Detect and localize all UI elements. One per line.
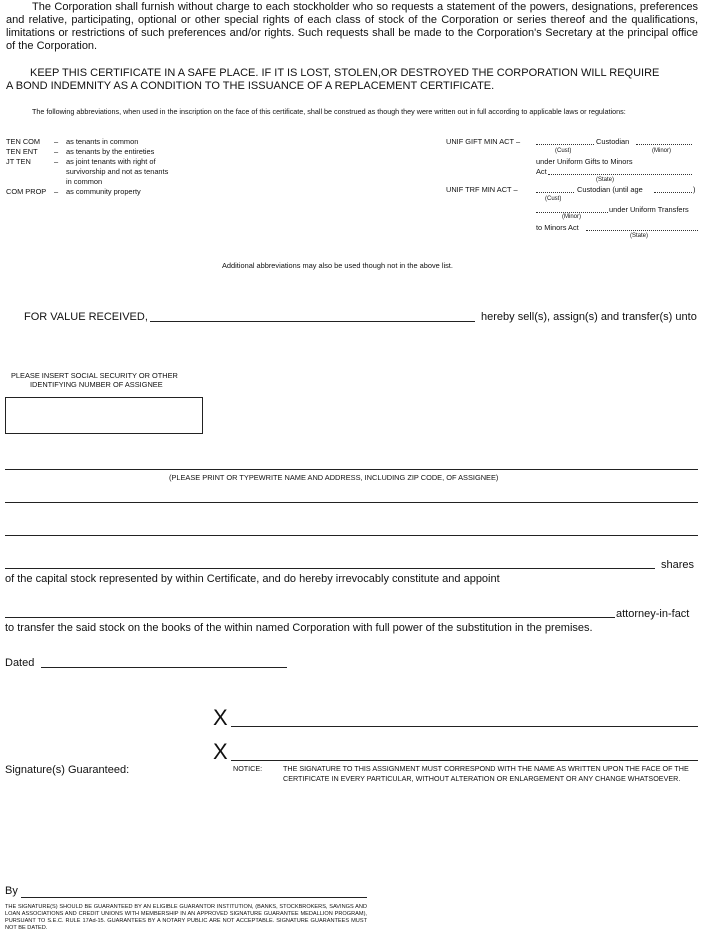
abbreviations-left-list xyxy=(6,137,236,207)
shares-count-line[interactable] xyxy=(5,568,655,569)
attorney-name-line[interactable] xyxy=(5,617,615,618)
gift-minor-caption: (Minor) xyxy=(652,148,671,154)
shares-text: shares xyxy=(661,559,695,571)
abbrev-dash: – xyxy=(54,137,59,146)
guarantor-signature-line[interactable] xyxy=(21,897,367,898)
dated-line[interactable] xyxy=(41,667,287,668)
gift-cust-caption: (Cust) xyxy=(555,148,572,154)
address-line-1[interactable] xyxy=(5,502,698,503)
trf-custodian-text: Custodian (until age xyxy=(577,185,643,194)
ssn-label-2: IDENTIFYING NUMBER OF ASSIGNEE xyxy=(30,380,163,389)
keep-safe-line-2: A BOND INDEMNITY AS A CONDITION TO THE ISSUANCE OF A REPLACEMENT CERTIFICATE. xyxy=(6,80,495,92)
abbrev-meaning: as joint tenants with right of xyxy=(66,157,156,166)
hereby-sell-text: hereby sell(s), assign(s) and transfer(s) unto xyxy=(481,311,697,323)
abbrev-code: COM PROP xyxy=(6,187,47,196)
abbrev-code: JT TEN xyxy=(6,157,31,166)
trf-close-paren: ) xyxy=(693,185,696,194)
abbrev-meaning: survivorship and not as tenants xyxy=(66,167,169,176)
notice-text: THE SIGNATURE TO THIS ASSIGNMENT MUST CORRESPOND WITH THE NAME AS WRITTEN UPON THE FACE OF THE CERTIFICATE IN EVERY PARTICULAR, WITHOUT ALTERATION OR ENLARGEMENT OR ANY CHANGE WHATSOEVER. xyxy=(283,764,689,783)
trf-state-caption: (State) xyxy=(630,233,649,239)
capital-stock-text: of the capital stock represented by within Certificate, and do hereby irrevocably constitute and appoint xyxy=(5,573,500,585)
abbrev-meaning: as tenants by the entireties xyxy=(66,147,155,156)
attorney-in-fact-text: attorney-in-fact xyxy=(616,608,690,620)
signature-x-mark-1: X xyxy=(213,705,228,730)
abbrev-dash: – xyxy=(54,157,59,166)
abbrev-dash: – xyxy=(54,187,59,196)
abbreviations-intro: The following abbreviations, when used in the inscription on the face of this certificate, shall be construed as though they were written out in full according to applicable laws or regulations: xyxy=(32,107,626,116)
gift-cust-line[interactable] xyxy=(536,144,594,145)
gift-state-caption: (State) xyxy=(596,177,615,183)
trf-cust-caption: (Cust) xyxy=(545,196,562,202)
trf-to-minors-text: to Minors Act xyxy=(536,223,579,232)
abbrev-dash: – xyxy=(54,147,59,156)
by-label: By xyxy=(5,885,18,897)
additional-abbreviations-note: Additional abbreviations may also be used though not in the above list. xyxy=(222,261,453,270)
trf-minor-line[interactable] xyxy=(536,212,608,213)
signature-line-2[interactable] xyxy=(231,760,698,761)
signature-x-mark-2: X xyxy=(213,739,228,764)
trf-cust-line[interactable] xyxy=(536,192,574,193)
abbrev-meaning: as tenants in common xyxy=(66,137,139,146)
address-line-2[interactable] xyxy=(5,535,698,536)
trf-minor-caption: (Minor) xyxy=(562,214,581,220)
gift-under-text: under Uniform Gifts to Minors xyxy=(536,157,633,166)
keep-safe-line-1: KEEP THIS CERTIFICATE IN A SAFE PLACE. IF IT IS LOST, STOLEN,OR DESTROYED THE CORPORATION WILL REQUIRE xyxy=(30,67,660,79)
abbrev-meaning: as community property xyxy=(66,187,141,196)
to-transfer-text: to transfer the said stock on the books of the within named Corporation with full power of the substitution in the premises. xyxy=(5,622,593,634)
unif-gift-label: UNIF GIFT MIN ACT – xyxy=(446,137,521,146)
dated-label: Dated xyxy=(5,657,35,669)
signature-line-1[interactable] xyxy=(231,726,698,727)
signatures-guaranteed-label: Signature(s) Guaranteed: xyxy=(5,764,130,776)
guarantee-note: THE SIGNATURE(S) SHOULD BE GUARANTEED BY AN ELIGIBLE GUARANTOR INSTITUTION, (BANKS, STOCKBROKERS, SAVINGS AND LOAN ASSOCIATIONS AND CREDIT UNIONS WITH MEMBERSHIP IN AN APPROVED SIGNATURE GUARANTEE MEDALLION PROGRAM), PURSUANT TO S.E.C. RULE 17Ad-15. GUARANTEES BY A NOTARY PUBLIC ARE NOT ACCEPTABLE. SIGNATURE GUARANTEES MUST NOT BE DATED. xyxy=(5,904,367,931)
abbrev-code: TEN ENT xyxy=(6,147,38,156)
gift-state-line[interactable] xyxy=(548,174,692,175)
for-value-received: FOR VALUE RECEIVED, xyxy=(24,311,148,323)
gift-act-text: Act xyxy=(536,167,547,176)
assignor-name-line[interactable] xyxy=(150,321,475,322)
ssn-label-1: PLEASE INSERT SOCIAL SECURITY OR OTHER xyxy=(11,371,178,380)
abbrev-meaning: in common xyxy=(66,177,103,186)
name-address-caption: (PLEASE PRINT OR TYPEWRITE NAME AND ADDRESS, INCLUDING ZIP CODE, OF ASSIGNEE) xyxy=(169,473,499,482)
trf-state-line[interactable] xyxy=(586,230,698,231)
assignee-name-line[interactable] xyxy=(5,469,698,470)
intro-paragraph: The Corporation shall furnish without charge to each stockholder who so requests a statement of the powers, designations, preferences and relative, participating, optional or other special rights of each class of stock of the Corporation or series thereof and the qualifications, limitations or restrictions of such preferences and/or rights. Such requests shall be made to the Corporation's Secretary at the principal office of the Corporation. xyxy=(6,1,698,52)
gift-minor-line[interactable] xyxy=(636,144,692,145)
abbrev-code: TEN COM xyxy=(6,137,41,146)
trf-age-line[interactable] xyxy=(654,192,692,193)
gift-custodian-text: Custodian xyxy=(596,137,630,146)
ssn-input-box[interactable] xyxy=(5,397,203,434)
notice-label: NOTICE: xyxy=(233,764,263,773)
unif-trf-label: UNIF TRF MIN ACT – xyxy=(446,185,518,194)
trf-under-text: under Uniform Transfers xyxy=(609,205,689,214)
